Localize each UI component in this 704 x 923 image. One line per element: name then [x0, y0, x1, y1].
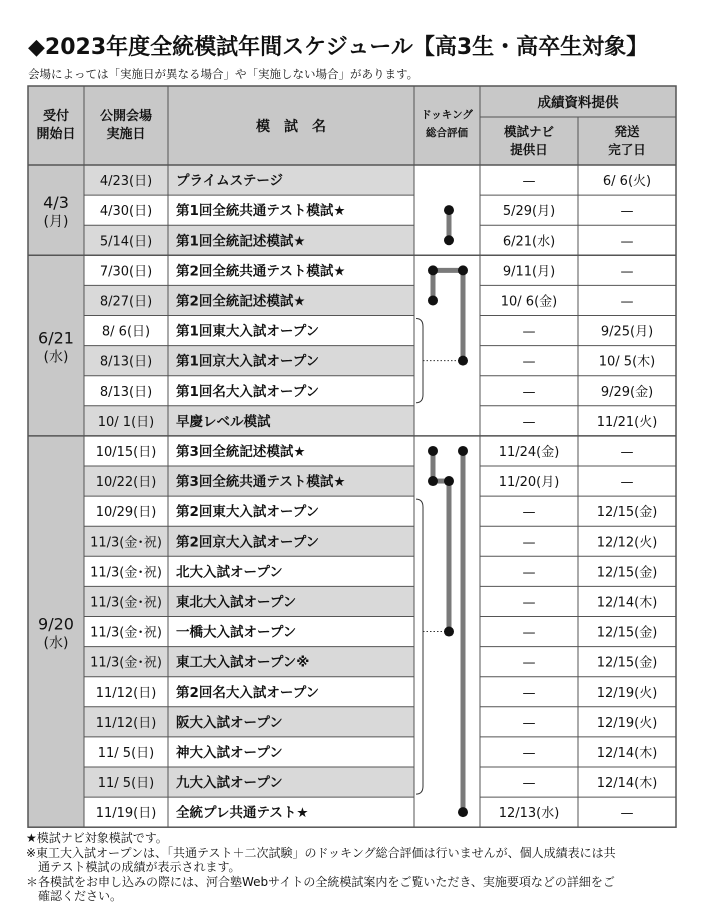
navi-date: — [522, 655, 536, 671]
ship-date: 12/15(金) [596, 625, 658, 641]
footnote-application-cont: 確認ください。 [38, 889, 123, 903]
exam-name: 阪大入試オープン [176, 714, 283, 731]
navi-date: — [522, 354, 536, 370]
ship-date: 12/14(木) [596, 745, 658, 761]
exam-date: 10/29(日) [95, 505, 157, 521]
docking-dot [428, 295, 438, 305]
ship-date: — [620, 204, 634, 220]
ship-date: 12/19(火) [596, 685, 658, 701]
exam-name: 東工大入試オープン※ [176, 654, 310, 671]
navi-date: — [522, 595, 536, 611]
ship-date: — [620, 444, 634, 460]
navi-date: — [522, 505, 536, 521]
ship-date: 12/12(火) [596, 535, 658, 551]
exam-date: 11/12(日) [95, 715, 157, 731]
exam-name: 第3回全統共通テスト模試★ [176, 474, 346, 491]
docking-dot [458, 807, 468, 817]
exam-name: 東北大入試オープン [176, 594, 297, 611]
exam-name: 第2回全統記述模試★ [176, 293, 306, 310]
navi-date: 11/20(月) [498, 475, 560, 491]
ship-date: 12/19(火) [596, 715, 658, 731]
group-start-date: 6/21 [38, 328, 74, 348]
navi-date: 12/13(水) [498, 806, 560, 822]
exam-date: 8/13(日) [99, 384, 153, 400]
navi-date: — [522, 384, 536, 400]
navi-date: — [522, 685, 536, 701]
exam-name: 第1回名大入試オープン [176, 383, 320, 400]
ship-date: 11/21(火) [596, 414, 658, 430]
navi-date: 10/ 6(金) [500, 294, 558, 310]
exam-date: 8/ 6(日) [101, 324, 151, 340]
header-col4: 総合評価 [426, 127, 468, 139]
exam-date: 7/30(日) [99, 264, 153, 280]
exam-name: 神大入試オープン [176, 744, 283, 761]
exam-name: 第2回東大入試オープン [176, 504, 320, 521]
exam-name: 第2回全統共通テスト模試★ [176, 263, 346, 280]
docking-dot [458, 356, 468, 366]
header-col2: 実施日 [106, 127, 146, 142]
ship-date: 12/14(木) [596, 595, 658, 611]
header-col5a: 模試ナビ [503, 124, 555, 139]
docking-brace [416, 319, 423, 403]
ship-date: 6/ 6(火) [602, 174, 652, 190]
navi-date: — [522, 535, 536, 551]
footnote-application: ＊各模試をお申し込みの際には、河合塾Webサイトの全統模試案内をご覧いただき、実施要項などの詳細をご [26, 874, 615, 889]
exam-name: プライムステージ [176, 173, 284, 190]
header-col5-group: 成績資料提供 [537, 95, 619, 111]
exam-name: 第2回名大入試オープン [176, 684, 320, 701]
exam-name: 一橋大入試オープン [176, 624, 297, 641]
exam-date: 11/3(金･祝) [90, 535, 162, 551]
docking-brace [416, 499, 423, 794]
header-col2: 公開会場 [99, 109, 153, 124]
header-col3: 模 試 名 [256, 119, 326, 135]
docking-dot [428, 476, 438, 486]
docking-dot [444, 235, 454, 245]
ship-date: — [620, 294, 634, 310]
docking-dot [428, 446, 438, 456]
exam-name: 全統プレ共通テスト★ [176, 805, 309, 822]
ship-date: — [620, 806, 634, 822]
header-col1: 受付 [42, 109, 70, 124]
exam-date: 11/19(日) [95, 806, 157, 822]
group-start-date: 9/20 [38, 614, 74, 634]
navi-date: 6/21(水) [502, 234, 556, 250]
exam-name: 第3回全統記述模試★ [176, 443, 306, 460]
exam-date: 10/22(日) [95, 475, 157, 491]
group-start-weekday: (月) [43, 214, 69, 231]
group-start-weekday: (水) [43, 635, 69, 652]
navi-date: — [522, 715, 536, 731]
exam-name: 早慶レベル模試 [176, 413, 271, 430]
exam-date: 11/3(金･祝) [90, 565, 162, 581]
header-col5b: 発送 [614, 124, 640, 139]
group-start-date: 4/3 [43, 193, 69, 213]
exam-date: 4/23(日) [99, 174, 153, 190]
footnote-tokodai-cont: 通テスト模試の成績が表示されます。 [38, 860, 241, 874]
exam-date: 11/3(金･祝) [90, 595, 162, 611]
exam-date: 11/3(金･祝) [90, 655, 162, 671]
exam-date: 5/14(日) [99, 234, 153, 250]
group-start-weekday: (水) [43, 349, 69, 366]
navi-date: 11/24(金) [498, 444, 560, 460]
exam-name: 第2回京大入試オープン [176, 534, 320, 551]
exam-name: 第1回全統記述模試★ [176, 233, 306, 250]
exam-date: 11/ 5(日) [97, 776, 155, 792]
docking-dot [458, 265, 468, 275]
footnotes [26, 831, 686, 904]
ship-date: 12/15(金) [596, 655, 658, 671]
navi-date: — [522, 174, 536, 190]
navi-date: — [522, 565, 536, 581]
ship-date: 12/15(金) [596, 565, 658, 581]
exam-date: 10/ 1(日) [97, 414, 155, 430]
exam-date: 11/ 5(日) [97, 745, 155, 761]
header-col5b: 完了日 [608, 142, 646, 157]
docking-dot [444, 627, 454, 637]
group-column-background [28, 165, 84, 827]
header-col5a: 提供日 [510, 142, 548, 157]
footnote-star: ★模試ナビ対象模試です。 [26, 831, 168, 845]
docking-dot [444, 205, 454, 215]
page-title: ◆2023年度全統模試年間スケジュール【高3生・高卒生対象】 [28, 35, 649, 60]
exam-name: 北大入試オープン [176, 564, 283, 581]
ship-date: — [620, 475, 634, 491]
exam-date: 8/27(日) [99, 294, 153, 310]
navi-date: — [522, 776, 536, 792]
ship-date: 10/ 5(木) [598, 354, 656, 370]
exam-date: 4/30(日) [99, 204, 153, 220]
navi-date: 5/29(月) [502, 204, 556, 220]
ship-date: — [620, 264, 634, 280]
exam-date: 8/13(日) [99, 354, 153, 370]
ship-date: 9/29(金) [600, 384, 654, 400]
navi-date: — [522, 414, 536, 430]
ship-date: 12/14(木) [596, 776, 658, 792]
exam-name: 第1回全統共通テスト模試★ [176, 203, 346, 220]
navi-date: — [522, 745, 536, 761]
exam-name: 第1回京大入試オープン [176, 353, 320, 370]
navi-date: — [522, 324, 536, 340]
exam-date: 10/15(日) [95, 444, 157, 460]
exam-date: 11/12(日) [95, 685, 157, 701]
header-col4: ドッキング [421, 109, 473, 121]
ship-date: 9/25(月) [600, 324, 654, 340]
exam-date: 11/3(金･祝) [90, 625, 162, 641]
exam-name: 第1回東大入試オープン [176, 323, 320, 340]
ship-date: 12/15(金) [596, 505, 658, 521]
exam-name: 九大入試オープン [176, 775, 283, 792]
docking-dot [428, 265, 438, 275]
docking-dot [444, 476, 454, 486]
navi-date: — [522, 625, 536, 641]
docking-dot [458, 446, 468, 456]
footnote-tokodai: ※東工大入試オープンは、「共通テスト＋二次試験」のドッキング総合評価は行いませんが、個人成績表には共 [26, 845, 616, 860]
page-subtitle: 会場によっては「実施日が異なる場合」や「実施しない場合」があります。 [28, 67, 419, 81]
header-col1: 開始日 [36, 127, 76, 142]
ship-date: — [620, 234, 634, 250]
navi-date: 9/11(月) [502, 264, 556, 280]
